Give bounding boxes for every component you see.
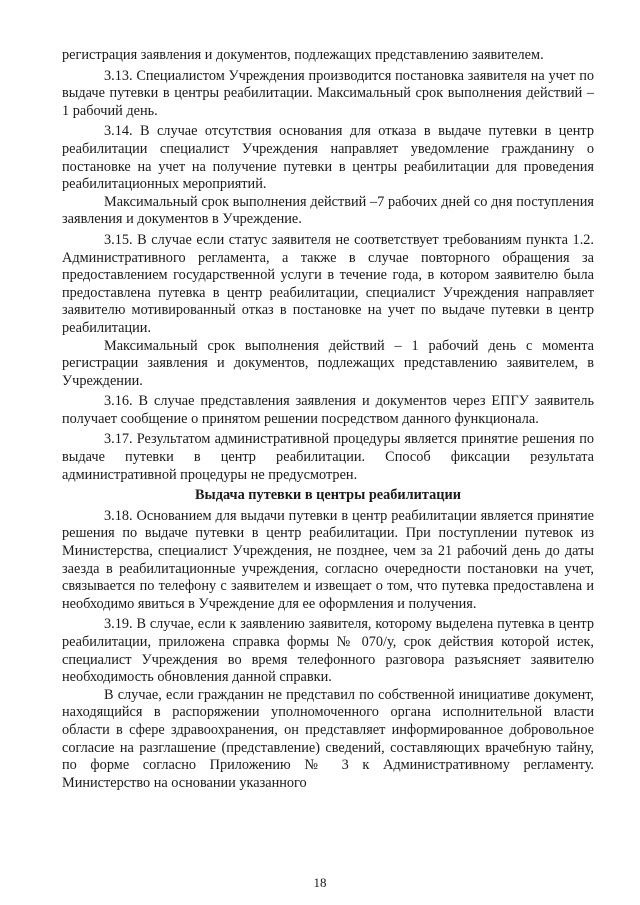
paragraph-3-16: 3.16. В случае представления заявления и документов через ЕПГУ заявитель получает сообщение о принятом решении посредством данного функционала. — [62, 393, 594, 427]
section-heading: Выдача путевки в центры реабилитации — [195, 487, 461, 504]
paragraph-3-13: 3.13. Специалистом Учреждения производится постановка заявителя на учет по выдаче путевки в центры реабилитации. Максимальный срок выполнения действий – 1 рабочий день. — [62, 67, 594, 119]
paragraph-3-15-deadline: Максимальный срок выполнения действий – 1 рабочий день с момента регистрации заявления и документов, подлежащих представлению заявителем, в Учреждении. — [62, 337, 594, 389]
paragraph-3-15: 3.15. В случае если статус заявителя не соответствует требованиям пункта 1.2. Административного регламента, а также в случае повторного обращения за предоставлением государственной услуги в течение года, в котором заявителю была предоставлена путевка в центр реабилитации, специалист Учреждения направляет заявителю мотивированный отказ в постановке на учет по выдаче путевки в центр реабилитации. — [62, 231, 594, 336]
paragraph-3-17: 3.17. Результатом административной процедуры является принятие решения по выдаче путевки в центр реабилитации. Способ фиксации результата административной процедуры не предусмотрен. — [62, 431, 594, 483]
paragraph-3-18: 3.18. Основанием для выдачи путевки в центр реабилитации является принятие решения по выдаче путевки в центр реабилитации. При поступлении путевок из Министерства, специалист Учреждения, не позднее, чем за 21 рабочий день до даты заезда в реабилитационные учреждения, согласно очередности постановки на учет, связывается по телефону с заявителем и извещает о том, что путевка предоставлена и необходимо явиться в Учреждение для ее оформления и получения. — [62, 507, 594, 612]
paragraph-3-19: 3.19. В случае, если к заявлению заявителя, которому выделена путевка в центр реабилитации, приложена справка формы № 070/у, срок действия которой истек, специалист Учреждения во время телефонного разговора разъясняет заявителю необходимость обновления данной справки. — [62, 616, 594, 686]
paragraph-3-14-deadline: Максимальный срок выполнения действий –7 рабочих дней со дня поступления заявления и документов в Учреждение. — [62, 193, 594, 228]
page-number: 18 — [313, 875, 327, 890]
document-body — [62, 47, 594, 795]
paragraph-continuation: регистрация заявления и документов, подлежащих представлению заявителем. — [62, 47, 544, 63]
paragraph-3-14: 3.14. В случае отсутствия основания для отказа в выдаче путевки в центр реабилитации специалист Учреждения направляет уведомление гражданину о постановке на учет на получение путевки в центры реабилитации для проведения реабилитационных мероприятий. — [62, 123, 594, 193]
paragraph-3-19-consent: В случае, если гражданин не представил по собственной инициативе документ, находящийся в распоряжении уполномоченного органа исполнительной власти области в сфере здравоохранения, он представляет информированное добровольное согласие на разглашение (представление) сведений, составляющих врачебную тайну, по форме согласно Приложению № 3 к Административному регламенту. Министерство на основании указанного — [62, 686, 594, 791]
